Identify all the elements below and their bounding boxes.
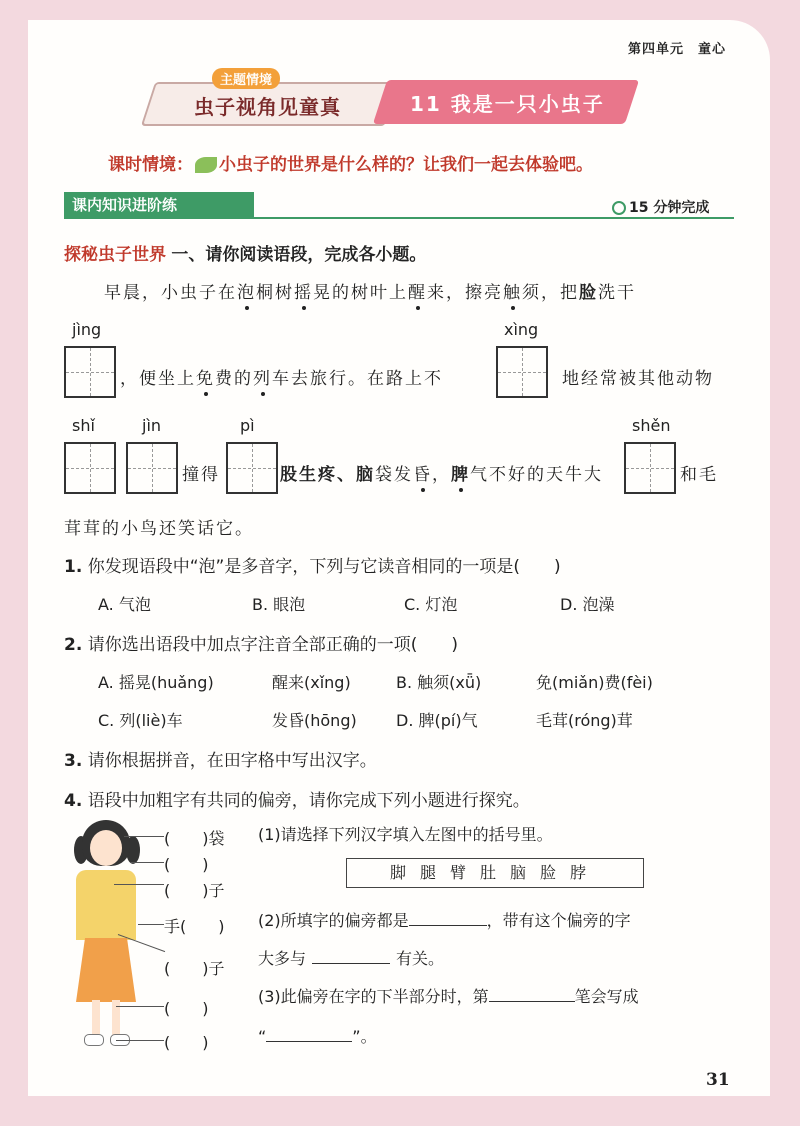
option-b[interactable]: B. 触须(xǖ) [396,673,482,692]
label-leg[interactable]: ( ) [164,999,209,1018]
leg-left [92,1000,100,1036]
bold-char: 脸 [579,283,598,303]
passage-text: 晃的树叶上 [313,283,408,303]
passage-line-2a [120,364,443,389]
passage-text: ，便坐上 [120,369,196,389]
lesson-title: 11 我是一只小虫子 [410,92,605,116]
writing-grid[interactable] [126,442,178,494]
bold-char: 脑 [356,465,375,485]
scene-text: 小虫子的世界是什么样的？让我们一起去体验吧。 [219,155,593,175]
passage-text: ， [432,465,451,485]
label-arm[interactable]: 手( ) [164,917,225,936]
sub-question-3 [258,984,639,1007]
passage-line-4: 茸茸的小鸟还笑话它。 [64,519,254,539]
pinyin-pi: pì [240,416,255,435]
sub-question-3b [258,1024,377,1047]
label-head[interactable]: ( )袋 [164,829,225,848]
face [90,830,122,866]
scene-line [108,150,593,175]
passage-text: 袋发 [375,465,413,485]
girl-illustration [70,820,150,1050]
option-c[interactable]: C. 灯泡 [404,595,458,614]
timer [612,197,709,217]
sub2-text: (2)所填字的偏旁都是 [258,911,409,930]
question-text: 请你选出语段中加点字注音全部正确的一项( ) [87,635,458,655]
part-instruction [64,240,426,265]
bold-char: 股生疼、 [280,465,356,485]
passage-text: 车去旅行。在路上不 [272,369,443,389]
leader-line [138,924,164,925]
dotted-char: 醒 [408,283,427,303]
question-number: 4. [64,791,83,811]
option-a[interactable]: A. 摇晃(huǎng) [98,673,214,692]
option-d-2: 毛茸(róng)茸 [536,711,633,730]
unit-header: 第四单元 童心 [628,42,727,57]
passage-text: 气不好的天牛大 [470,465,603,485]
pinyin-shi: shǐ [72,416,95,435]
passage-line-2c: 地经常被其他动物 [562,369,714,389]
leader-line [116,1006,164,1007]
sub2-text: ，带有这个偏旁的字 [486,911,631,930]
shoe-left [84,1034,104,1046]
question-2 [64,630,458,655]
passage-line-1 [104,278,636,303]
sub-question-2b [258,946,444,969]
pinyin-shen: shěn [632,416,671,435]
pinyin-jin: jìn [142,416,162,435]
label-neck[interactable]: ( )子 [164,881,225,900]
question-3 [64,746,377,771]
option-b[interactable]: B. 眼泡 [252,595,306,614]
leaf-icon [195,157,217,173]
question-text: 请你根据拼音，在田字格中写出汉字。 [87,751,377,771]
writing-grid[interactable] [64,442,116,494]
clock-icon [612,201,626,215]
passage-text: 洗干 [598,283,636,303]
page-number: 31 [706,1070,730,1090]
writing-grid[interactable] [64,346,116,398]
section-title: 课内知识进阶练 [64,192,254,218]
passage-line-3b [280,460,603,485]
answer-blank[interactable] [266,1041,352,1042]
passage-line-3a: 撞得 [182,465,220,485]
passage-text: 费的 [215,369,253,389]
skirt [76,938,136,1002]
option-d[interactable]: D. 泡澡 [560,595,615,614]
option-d[interactable]: D. 脾(pí)气 [396,711,478,730]
sub-question-2 [258,908,631,931]
sub2-text: 大多与 [258,949,307,968]
dotted-char: 泡 [237,283,256,303]
option-a-2: 醒来(xǐng) [272,673,351,692]
dotted-char: 摇 [294,283,313,303]
pinyin-xing: xìng [504,320,539,339]
theme-title: 虫子视角见童真 [194,95,341,119]
label-belly[interactable]: ( )子 [164,959,225,978]
passage-text: 桐树 [256,283,294,303]
word-bank: 脚腿臂肚脑脸脖 [346,858,644,888]
leader-line [130,862,164,863]
sub3-text: ”。 [352,1027,377,1046]
label-foot[interactable]: ( ) [164,1033,209,1052]
shirt [76,870,136,940]
question-1 [64,552,561,577]
passage-text: 来，擦亮 [427,283,503,303]
question-number: 2. [64,635,83,655]
passage-line-3c: 和毛 [680,465,718,485]
label-face[interactable]: ( ) [164,855,209,874]
instruction-text: 一、请你阅读语段，完成各小题。 [171,245,427,265]
writing-grid[interactable] [226,442,278,494]
question-text: 你发现语段中“泡”是多音字，下列与它读音相同的一项是( ) [87,557,561,577]
scene-prefix: 课时情境： [108,155,193,175]
section-divider [64,217,734,219]
option-b-2: 免(miǎn)费(fèi) [536,673,653,692]
option-c-2: 发昏(hōng) [272,711,357,730]
passage-text: 早晨，小虫子在 [104,283,237,303]
writing-grid[interactable] [624,442,676,494]
question-number: 1. [64,557,83,577]
sub2-text: 有关。 [396,949,445,968]
question-text: 语段中加粗字有共同的偏旁，请你完成下列小题进行探究。 [87,791,530,811]
option-c[interactable]: C. 列(liè)车 [98,711,183,730]
question-4 [64,786,530,811]
theme-tag: 主题情境 [212,68,280,89]
leader-line [114,884,164,885]
dotted-char: 列 [253,369,272,389]
leader-line [124,836,164,837]
sub3-text: (3)此偏旁在字的下半部分时，第 [258,987,489,1006]
answer-blank[interactable] [489,1001,575,1002]
sub-question-1: (1)请选择下列汉字填入左图中的括号里。 [258,825,553,844]
dotted-char: 免 [196,369,215,389]
banner [148,73,628,128]
answer-blank[interactable] [409,925,487,926]
passage-text: 须，把 [522,283,579,303]
pinyin-jing: jìng [72,320,102,339]
question-number: 3. [64,751,83,771]
leader-line [116,1040,164,1041]
bold-char: 脾 [451,465,470,485]
option-a[interactable]: A. 气泡 [98,595,151,614]
dotted-char: 昏 [413,465,432,485]
part-heading: 探秘虫子世界 [64,245,166,265]
sub3-text: 笔会写成 [574,987,639,1006]
answer-blank[interactable] [312,963,390,964]
dotted-char: 触 [503,283,522,303]
timer-text: 15 分钟完成 [629,200,710,216]
writing-grid[interactable] [496,346,548,398]
sub3-text: “ [258,1027,267,1046]
